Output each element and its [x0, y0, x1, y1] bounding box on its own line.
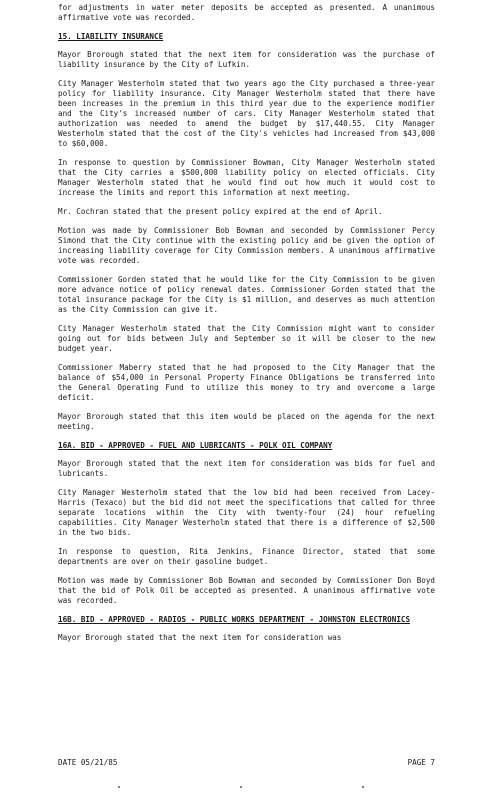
- paragraph: Mayor Brorough stated that the next item for consideration was: [58, 633, 342, 642]
- paragraph: Mayor Brorough stated that the next item for consideration was the purchase of liability insurance by the City of Lufkin.: [58, 50, 435, 69]
- section-heading: 16A. BID - APPROVED - FUEL AND LUBRICANTS - POLK OIL COMPANY: [58, 441, 333, 450]
- paragraph: In response to question, Rita Jenkins, Finance Director, stated that some departments are over on their gasoline budget.: [58, 547, 435, 566]
- scan-speck: [118, 786, 120, 788]
- page-footer: [58, 758, 435, 768]
- document-body: [58, 3, 435, 652]
- section-heading: 15. LIABILITY INSURANCE: [58, 32, 164, 41]
- scan-marks: [0, 786, 489, 796]
- scan-speck: [362, 786, 364, 788]
- paragraph: Commissioner Gorden stated that he would like for the City Commission to be given more advance notice of policy renewal dates. Commissioner Gorden stated that the total insurance package for the City is $1 million, and deserves as much attention as the City Commission can give it.: [58, 275, 435, 314]
- paragraph: Mayor Brorough stated that the next item for consideration was bids for fuel and lubricants.: [58, 459, 435, 478]
- paragraph: Motion was made by Commissioner Bob Bowman and seconded by Commissioner Don Boyd that the bid of Polk Oil be accepted as presented. A unanimous affirmative vote was recorded.: [58, 576, 435, 605]
- paragraph: Mr. Cochran stated that the present policy expired at the end of April.: [58, 207, 383, 216]
- paragraph: City Manager Westerholm stated that the City Commission might want to consider going out for bids between July and September so it will be closer to the new budget year.: [58, 324, 435, 353]
- paragraph: Mayor Brorough stated that this item would be placed on the agenda for the next meeting.: [58, 412, 435, 431]
- footer-date: DATE 05/21/85: [58, 758, 118, 767]
- paragraph: Commissioner Maberry stated that he had proposed to the City Manager that the balance of $54,000 in Personal Property Finance Obligations be transferred into the General Operating Fund to utilize this money to try and overcome a large deficit.: [58, 363, 435, 402]
- paragraph: City Manager Westerholm stated that two years ago the City purchased a three-year policy for liability insurance. City Manager Westerholm stated that there have been increases in the premium in this third year due to the experience modifier and the City's increased number of cars. City Manager Westerholm stated that authorization was needed to amend the budget by $17,440.55. City Manager Westerholm stated that the cost of the City's vehicles had increased from $43,000 to $60,000.: [58, 79, 435, 148]
- scan-speck: [240, 786, 242, 788]
- paragraph: City Manager Westerholm stated that the low bid had been received from Lacey-Harris (Texaco) but the bid did not meet the specifications that called for three separate locations within the City with twenty-four (24) hour refueling capabilities. City Manager Westerholm stated that there is a difference of $2,500 in the two bids.: [58, 488, 435, 537]
- section-heading: 16B. BID - APPROVED - RADIOS - PUBLIC WORKS DEPARTMENT - JOHNSTON ELECTRONICS: [58, 615, 411, 624]
- footer-page-number: PAGE 7: [407, 758, 435, 767]
- paragraph: for adjustments in water meter deposits be accepted as presented. A unanimous affirmative vote was recorded.: [58, 3, 435, 22]
- paragraph: Motion was made by Commissioner Bob Bowman and seconded by Commissioner Percy Simond that the City continue with the existing policy and be given the option of increasing liability coverage for City Commission members. A unanimous affirmative vote was recorded.: [58, 226, 435, 265]
- paragraph: In response to question by Commissioner Bowman, City Manager Westerholm stated that the City carries a $500,000 liability policy on elected officials. City Manager Westerholm stated that he would find out how much it would cost to increase the limits and report this information at next meeting.: [58, 158, 435, 197]
